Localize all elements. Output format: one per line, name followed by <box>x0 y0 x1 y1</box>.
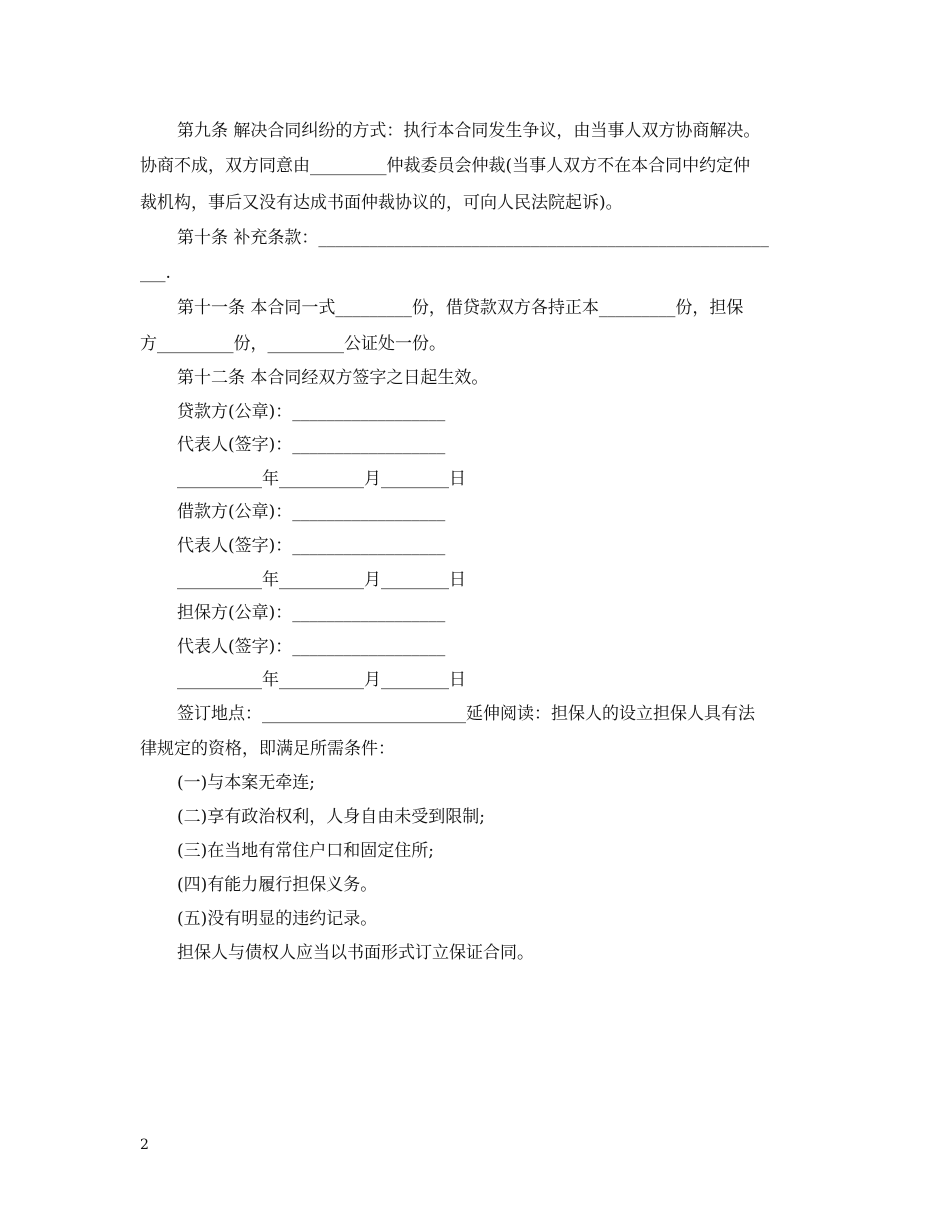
article9-line1: 第九条 解决合同纠纷的方式：执行本合同发生争议，由当事人双方协商解决。 <box>177 121 761 141</box>
condition-item: (三)在当地有常住户口和固定住所; <box>177 841 434 861</box>
article9-line2: 协商不成，双方同意由_________仲裁委员会仲裁(当事人双方不在本合同中约定仲 <box>140 156 751 176</box>
lender-seal-field: 贷款方(公章)：__________________ <box>177 402 446 422</box>
signing-place-line2: 律规定的资格，即满足所需条件： <box>140 739 395 759</box>
article11-line2: 方_________份，_________公证处一份。 <box>140 334 446 354</box>
borrower-date-field: __________年__________月________日 <box>177 570 466 590</box>
article11-line1: 第十一条 本合同一式_________份，借贷款双方各持正本_________份，担保 <box>177 298 744 318</box>
condition-item: (一)与本案无牵连; <box>177 773 315 793</box>
page-number: 2 <box>140 1137 149 1153</box>
condition-item: (五)没有明显的违约记录。 <box>177 909 378 929</box>
borrower-seal-field: 借款方(公章)：__________________ <box>177 502 446 522</box>
condition-item: (二)享有政治权利，人身自由未受到限制; <box>177 807 485 827</box>
article10-line2: ___. <box>140 263 171 283</box>
guarantor-seal-field: 担保方(公章)：__________________ <box>177 603 446 623</box>
lender-rep-field: 代表人(签字)：__________________ <box>177 435 446 455</box>
article10-line1: 第十条 补充条款：_____________________________________________________ <box>177 228 769 248</box>
condition-item: (四)有能力履行担保义务。 <box>177 875 378 895</box>
guarantor-rep-field: 代表人(签字)：__________________ <box>177 637 446 657</box>
signing-place-line1: 签订地点：________________________延伸阅读：担保人的设立担保人具有法 <box>177 704 755 724</box>
borrower-rep-field: 代表人(签字)：__________________ <box>177 536 446 556</box>
guarantor-date-field: __________年__________月________日 <box>177 670 466 690</box>
article9-line3: 裁机构，事后又没有达成书面仲裁协议的，可向人民法院起诉)。 <box>140 193 623 213</box>
closing-statement: 担保人与债权人应当以书面形式订立保证合同。 <box>177 943 534 963</box>
article12: 第十二条 本合同经双方签字之日起生效。 <box>177 368 489 388</box>
lender-date-field: __________年__________月________日 <box>177 469 466 489</box>
